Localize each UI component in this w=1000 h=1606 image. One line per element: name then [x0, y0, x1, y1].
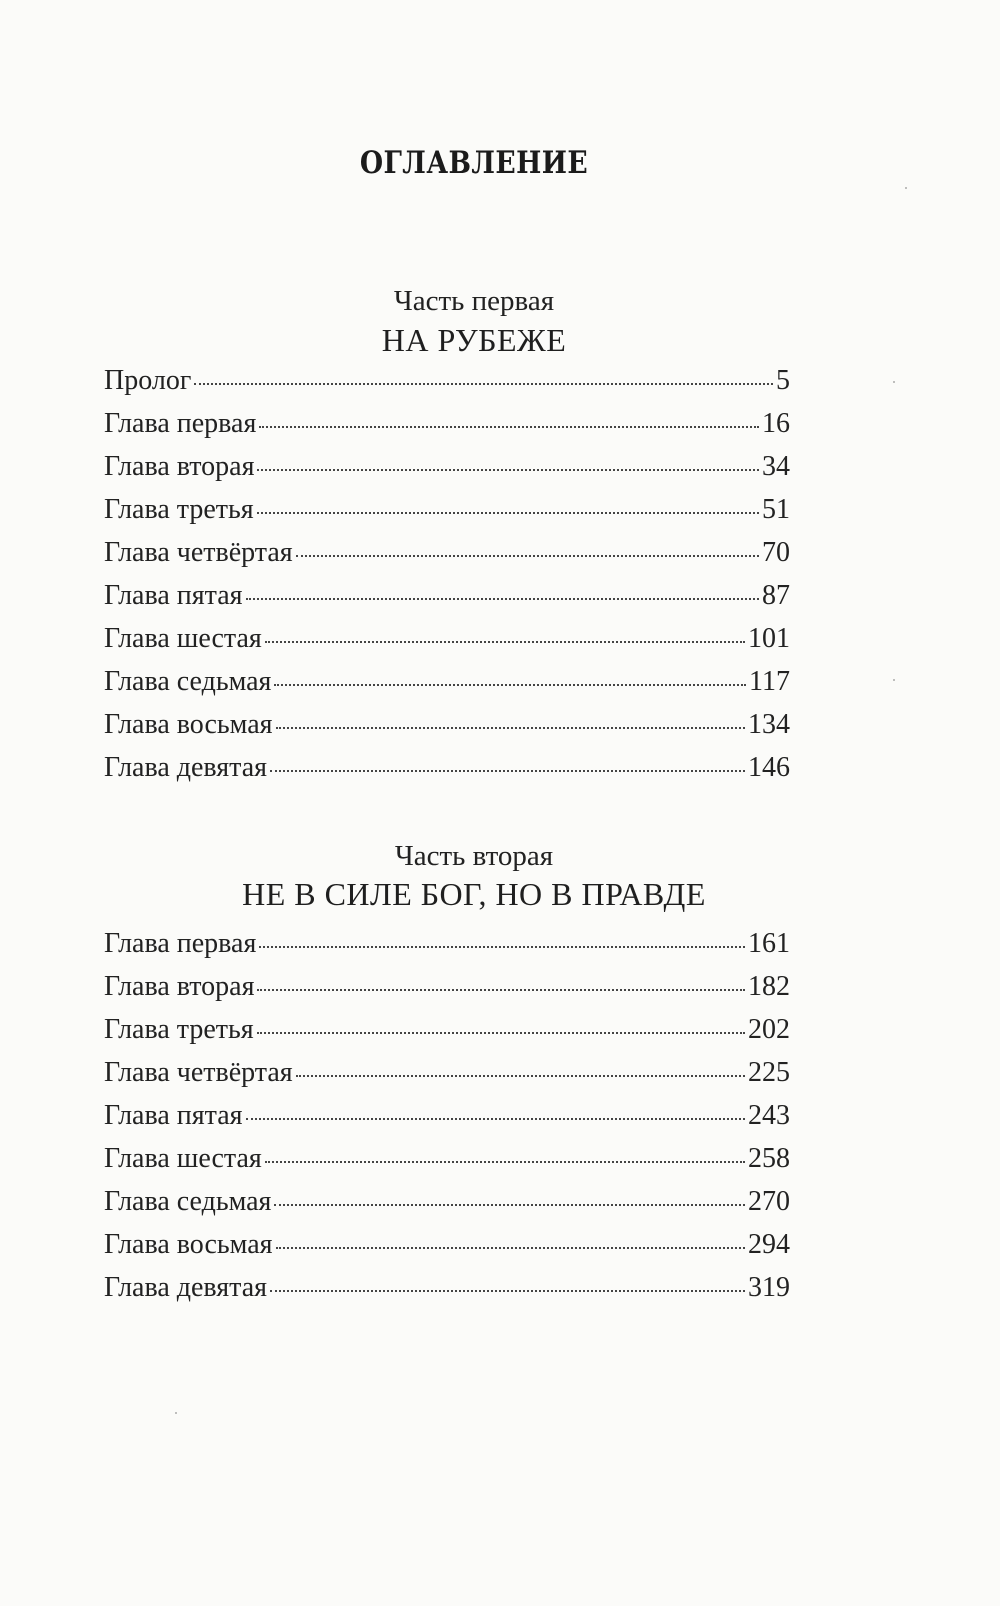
toc-entry[interactable] — [104, 1229, 790, 1272]
toc-entry[interactable] — [104, 408, 790, 451]
toc-entry[interactable] — [104, 1057, 790, 1100]
chapter-label: Глава вторая — [104, 451, 255, 482]
paper-speck — [893, 381, 895, 383]
part-2-toc — [104, 928, 790, 1315]
page-number: 70 — [762, 537, 790, 568]
chapter-label: Глава шестая — [104, 1143, 262, 1174]
chapter-label: Глава первая — [104, 408, 257, 439]
part-1-title: НА РУБЕЖЕ — [381, 322, 567, 358]
page-number: 202 — [748, 1014, 790, 1045]
paper-speck — [905, 187, 907, 189]
toc-entry[interactable] — [104, 709, 790, 752]
dot-leader — [296, 555, 759, 557]
toc-entry[interactable] — [104, 580, 790, 623]
page-number: 101 — [748, 623, 790, 654]
page-title: ОГЛАВЛЕНИЕ — [359, 145, 589, 181]
paper-speck — [893, 679, 895, 681]
chapter-label: Глава девятая — [104, 752, 268, 783]
dot-leader — [257, 512, 759, 514]
dot-leader — [270, 1290, 745, 1292]
page-number: 146 — [748, 752, 790, 783]
paper-speck — [175, 1412, 177, 1414]
chapter-label: Глава пятая — [104, 580, 243, 611]
chapter-label: Глава третья — [104, 1014, 254, 1045]
page-number: 134 — [748, 709, 790, 740]
chapter-label: Глава четвёртая — [104, 1057, 293, 1088]
dot-leader — [246, 1118, 745, 1120]
page-number: 294 — [748, 1229, 790, 1260]
page-number: 5 — [776, 365, 790, 396]
page-number: 243 — [748, 1100, 790, 1131]
page-number: 87 — [762, 580, 790, 611]
page-number: 51 — [762, 494, 790, 525]
chapter-label: Глава девятая — [104, 1272, 268, 1303]
chapter-label: Глава шестая — [104, 623, 262, 654]
page-number: 225 — [748, 1057, 790, 1088]
chapter-label: Глава восьмая — [104, 709, 273, 740]
toc-entry[interactable] — [104, 971, 790, 1014]
page-number: 161 — [748, 928, 790, 959]
toc-entry[interactable] — [104, 537, 790, 580]
chapter-label: Глава вторая — [104, 971, 255, 1002]
chapter-label: Глава четвёртая — [104, 537, 293, 568]
chapter-label: Глава первая — [104, 928, 257, 959]
toc-entry[interactable] — [104, 1014, 790, 1057]
toc-entry[interactable] — [104, 752, 790, 795]
dot-leader — [257, 989, 745, 991]
dot-leader — [259, 946, 745, 948]
dot-leader — [265, 641, 745, 643]
dot-leader — [274, 1204, 745, 1206]
toc-entry[interactable] — [104, 928, 790, 971]
part-1-label: Часть первая — [393, 285, 555, 317]
chapter-label: Пролог — [104, 365, 192, 396]
chapter-label: Глава восьмая — [104, 1229, 273, 1260]
page-number: 258 — [748, 1143, 790, 1174]
dot-leader — [276, 727, 745, 729]
chapter-label: Глава пятая — [104, 1100, 243, 1131]
dot-leader — [274, 684, 746, 686]
part-2-label: Часть вторая — [394, 840, 554, 872]
toc-entry[interactable] — [104, 1272, 790, 1315]
chapter-label: Глава третья — [104, 494, 254, 525]
dot-leader — [259, 426, 759, 428]
toc-entry[interactable] — [104, 494, 790, 537]
page-number: 117 — [749, 666, 790, 697]
dot-leader — [257, 1032, 745, 1034]
page-number: 182 — [748, 971, 790, 1002]
dot-leader — [296, 1075, 745, 1077]
toc-entry[interactable] — [104, 666, 790, 709]
toc-entry[interactable] — [104, 451, 790, 494]
toc-entry[interactable] — [104, 365, 790, 408]
dot-leader — [257, 469, 759, 471]
chapter-label: Глава седьмая — [104, 1186, 272, 1217]
dot-leader — [194, 383, 773, 385]
toc-entry[interactable] — [104, 1186, 790, 1229]
page-number: 34 — [762, 451, 790, 482]
toc-entry[interactable] — [104, 1143, 790, 1186]
page-number: 319 — [748, 1272, 790, 1303]
chapter-label: Глава седьмая — [104, 666, 272, 697]
dot-leader — [265, 1161, 745, 1163]
part-2-title: НЕ В СИЛЕ БОГ, НО В ПРАВДЕ — [242, 876, 706, 912]
dot-leader — [246, 598, 759, 600]
dot-leader — [276, 1247, 745, 1249]
page-number: 270 — [748, 1186, 790, 1217]
page-number: 16 — [762, 408, 790, 439]
toc-entry[interactable] — [104, 623, 790, 666]
part-1-toc — [104, 365, 790, 795]
dot-leader — [270, 770, 745, 772]
toc-entry[interactable] — [104, 1100, 790, 1143]
